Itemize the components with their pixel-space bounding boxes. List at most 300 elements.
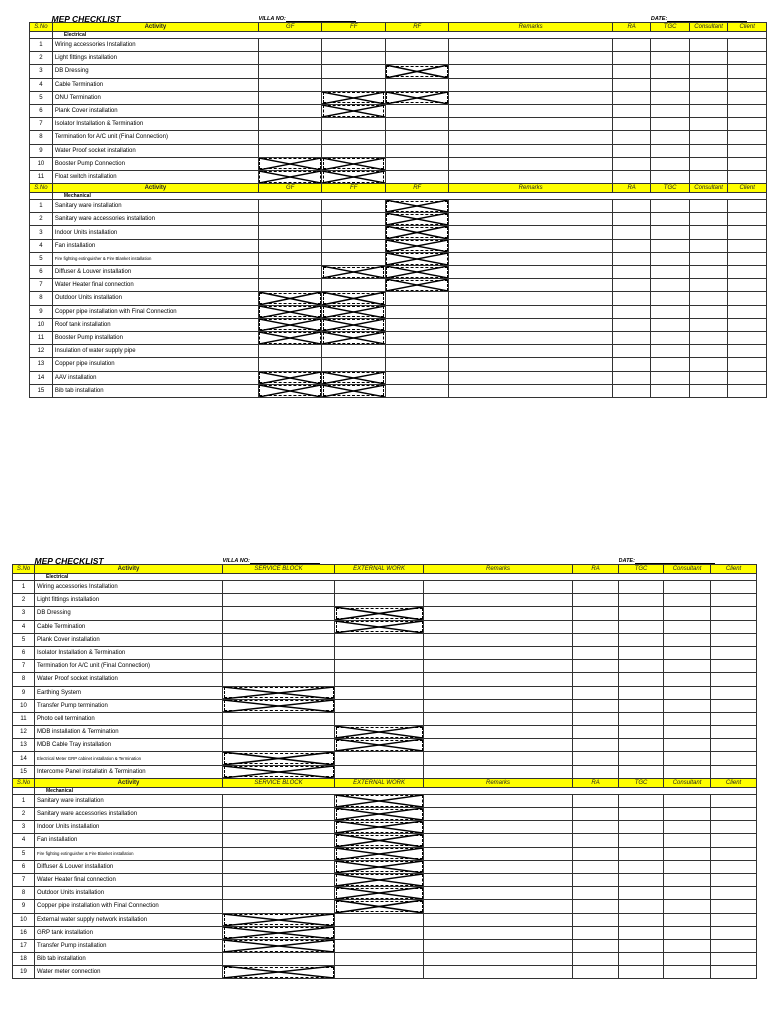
consultant-cell[interactable] — [664, 673, 711, 686]
check-cell-rf[interactable] — [385, 371, 449, 384]
ra-cell[interactable] — [612, 91, 651, 104]
tgc-cell[interactable] — [619, 712, 664, 725]
check-cell-sb[interactable] — [223, 887, 335, 900]
check-cell-rf[interactable] — [385, 52, 449, 65]
ra-cell[interactable] — [573, 847, 619, 860]
client-cell[interactable] — [728, 52, 767, 65]
ra-cell[interactable] — [573, 686, 619, 699]
remarks-cell[interactable] — [424, 900, 573, 913]
check-cell-sb[interactable] — [223, 726, 335, 739]
consultant-cell[interactable] — [689, 371, 728, 384]
client-cell[interactable] — [711, 607, 757, 620]
tgc-cell[interactable] — [619, 633, 664, 646]
check-cell-rf[interactable] — [385, 331, 449, 344]
check-cell-rf[interactable] — [385, 170, 449, 183]
remarks-cell[interactable] — [449, 252, 612, 265]
consultant-cell[interactable] — [664, 660, 711, 673]
check-cell-gf[interactable] — [258, 200, 321, 213]
tgc-cell[interactable] — [619, 581, 664, 594]
ra-cell[interactable] — [612, 384, 651, 397]
check-cell-sb[interactable] — [223, 953, 335, 966]
ra-cell[interactable] — [612, 371, 651, 384]
tgc-cell[interactable] — [651, 131, 690, 144]
tgc-cell[interactable] — [651, 305, 690, 318]
client-cell[interactable] — [711, 887, 757, 900]
consultant-cell[interactable] — [664, 900, 711, 913]
consultant-cell[interactable] — [664, 860, 711, 873]
tgc-cell[interactable] — [651, 52, 690, 65]
check-cell-ff[interactable] — [322, 144, 385, 157]
remarks-cell[interactable] — [424, 633, 573, 646]
client-cell[interactable] — [711, 860, 757, 873]
ra-cell[interactable] — [573, 953, 619, 966]
tgc-cell[interactable] — [619, 699, 664, 712]
tgc-cell[interactable] — [619, 620, 664, 633]
client-cell[interactable] — [711, 765, 757, 778]
client-cell[interactable] — [728, 331, 767, 344]
remarks-cell[interactable] — [449, 384, 612, 397]
tgc-cell[interactable] — [651, 91, 690, 104]
tgc-cell[interactable] — [619, 834, 664, 847]
ra-cell[interactable] — [612, 118, 651, 131]
remarks-cell[interactable] — [449, 131, 612, 144]
consultant-cell[interactable] — [689, 384, 728, 397]
tgc-cell[interactable] — [651, 384, 690, 397]
check-cell-ff[interactable] — [322, 131, 385, 144]
client-cell[interactable] — [728, 78, 767, 91]
check-cell-ff[interactable] — [322, 279, 385, 292]
consultant-cell[interactable] — [664, 633, 711, 646]
remarks-cell[interactable] — [449, 78, 612, 91]
remarks-cell[interactable] — [449, 305, 612, 318]
check-cell-gf[interactable] — [258, 78, 321, 91]
check-cell-rf[interactable] — [385, 157, 449, 170]
remarks-cell[interactable] — [424, 752, 573, 765]
tgc-cell[interactable] — [619, 966, 664, 979]
check-cell-rf[interactable] — [385, 358, 449, 371]
client-cell[interactable] — [711, 726, 757, 739]
ra-cell[interactable] — [573, 699, 619, 712]
check-cell-sb[interactable] — [223, 712, 335, 725]
tgc-cell[interactable] — [619, 860, 664, 873]
ra-cell[interactable] — [612, 78, 651, 91]
check-cell-sb[interactable] — [223, 821, 335, 834]
consultant-cell[interactable] — [664, 712, 711, 725]
tgc-cell[interactable] — [651, 104, 690, 117]
check-cell-ext[interactable] — [335, 673, 424, 686]
ra-cell[interactable] — [612, 239, 651, 252]
ra-cell[interactable] — [573, 939, 619, 952]
tgc-cell[interactable] — [619, 794, 664, 807]
consultant-cell[interactable] — [664, 966, 711, 979]
client-cell[interactable] — [728, 157, 767, 170]
consultant-cell[interactable] — [689, 65, 728, 78]
ra-cell[interactable] — [573, 620, 619, 633]
tgc-cell[interactable] — [619, 752, 664, 765]
client-cell[interactable] — [728, 318, 767, 331]
ra-cell[interactable] — [612, 200, 651, 213]
tgc-cell[interactable] — [651, 200, 690, 213]
consultant-cell[interactable] — [664, 939, 711, 952]
remarks-cell[interactable] — [449, 144, 612, 157]
check-cell-sb[interactable] — [223, 794, 335, 807]
client-cell[interactable] — [711, 939, 757, 952]
remarks-cell[interactable] — [449, 170, 612, 183]
client-cell[interactable] — [728, 91, 767, 104]
remarks-cell[interactable] — [424, 834, 573, 847]
remarks-cell[interactable] — [424, 966, 573, 979]
client-cell[interactable] — [711, 873, 757, 886]
client-cell[interactable] — [728, 39, 767, 52]
remarks-cell[interactable] — [424, 926, 573, 939]
check-cell-sb[interactable] — [223, 847, 335, 860]
client-cell[interactable] — [728, 65, 767, 78]
check-cell-ff[interactable] — [322, 118, 385, 131]
ra-cell[interactable] — [573, 873, 619, 886]
check-cell-ff[interactable] — [322, 39, 385, 52]
tgc-cell[interactable] — [651, 266, 690, 279]
ra-cell[interactable] — [573, 646, 619, 659]
ra-cell[interactable] — [573, 660, 619, 673]
check-cell-sb[interactable] — [223, 660, 335, 673]
check-cell-ext[interactable] — [335, 939, 424, 952]
consultant-cell[interactable] — [689, 239, 728, 252]
check-cell-sb[interactable] — [223, 646, 335, 659]
consultant-cell[interactable] — [664, 581, 711, 594]
consultant-cell[interactable] — [689, 358, 728, 371]
remarks-cell[interactable] — [449, 157, 612, 170]
ra-cell[interactable] — [573, 726, 619, 739]
check-cell-ext[interactable] — [335, 660, 424, 673]
check-cell-gf[interactable] — [258, 104, 321, 117]
consultant-cell[interactable] — [664, 607, 711, 620]
check-cell-gf[interactable] — [258, 226, 321, 239]
client-cell[interactable] — [728, 239, 767, 252]
client-cell[interactable] — [711, 660, 757, 673]
check-cell-ff[interactable] — [322, 226, 385, 239]
ra-cell[interactable] — [612, 226, 651, 239]
tgc-cell[interactable] — [651, 358, 690, 371]
client-cell[interactable] — [728, 371, 767, 384]
consultant-cell[interactable] — [664, 794, 711, 807]
check-cell-sb[interactable] — [223, 808, 335, 821]
check-cell-rf[interactable] — [385, 144, 449, 157]
tgc-cell[interactable] — [619, 594, 664, 607]
ra-cell[interactable] — [612, 131, 651, 144]
tgc-cell[interactable] — [619, 821, 664, 834]
ra-cell[interactable] — [612, 39, 651, 52]
consultant-cell[interactable] — [664, 765, 711, 778]
check-cell-gf[interactable] — [258, 65, 321, 78]
remarks-cell[interactable] — [449, 331, 612, 344]
remarks-cell[interactable] — [449, 226, 612, 239]
client-cell[interactable] — [711, 794, 757, 807]
remarks-cell[interactable] — [424, 808, 573, 821]
client-cell[interactable] — [711, 752, 757, 765]
remarks-cell[interactable] — [424, 620, 573, 633]
ra-cell[interactable] — [612, 305, 651, 318]
ra-cell[interactable] — [612, 318, 651, 331]
client-cell[interactable] — [728, 226, 767, 239]
ra-cell[interactable] — [573, 633, 619, 646]
check-cell-rf[interactable] — [385, 384, 449, 397]
remarks-cell[interactable] — [424, 913, 573, 926]
consultant-cell[interactable] — [689, 104, 728, 117]
client-cell[interactable] — [728, 170, 767, 183]
remarks-cell[interactable] — [424, 794, 573, 807]
tgc-cell[interactable] — [619, 765, 664, 778]
check-cell-ext[interactable] — [335, 913, 424, 926]
consultant-cell[interactable] — [689, 213, 728, 226]
check-cell-gf[interactable] — [258, 279, 321, 292]
remarks-cell[interactable] — [449, 279, 612, 292]
ra-cell[interactable] — [573, 821, 619, 834]
check-cell-sb[interactable] — [223, 633, 335, 646]
consultant-cell[interactable] — [689, 252, 728, 265]
consultant-cell[interactable] — [689, 292, 728, 305]
tgc-cell[interactable] — [651, 292, 690, 305]
consultant-cell[interactable] — [689, 318, 728, 331]
check-cell-rf[interactable] — [385, 118, 449, 131]
client-cell[interactable] — [711, 913, 757, 926]
check-cell-ext[interactable] — [335, 594, 424, 607]
consultant-cell[interactable] — [664, 699, 711, 712]
check-cell-gf[interactable] — [258, 213, 321, 226]
tgc-cell[interactable] — [619, 926, 664, 939]
remarks-cell[interactable] — [424, 860, 573, 873]
ra-cell[interactable] — [573, 739, 619, 752]
tgc-cell[interactable] — [619, 739, 664, 752]
remarks-cell[interactable] — [424, 821, 573, 834]
check-cell-sb[interactable] — [223, 620, 335, 633]
remarks-cell[interactable] — [424, 873, 573, 886]
client-cell[interactable] — [728, 104, 767, 117]
tgc-cell[interactable] — [619, 900, 664, 913]
check-cell-ext[interactable] — [335, 712, 424, 725]
check-cell-ff[interactable] — [322, 358, 385, 371]
check-cell-rf[interactable] — [385, 39, 449, 52]
ra-cell[interactable] — [612, 65, 651, 78]
tgc-cell[interactable] — [651, 239, 690, 252]
check-cell-rf[interactable] — [385, 292, 449, 305]
villa-no-field[interactable]: VILLA NO: — [223, 548, 424, 565]
client-cell[interactable] — [711, 966, 757, 979]
check-cell-ext[interactable] — [335, 966, 424, 979]
client-cell[interactable] — [728, 292, 767, 305]
check-cell-gf[interactable] — [258, 239, 321, 252]
consultant-cell[interactable] — [664, 953, 711, 966]
check-cell-rf[interactable] — [385, 131, 449, 144]
consultant-cell[interactable] — [689, 52, 728, 65]
remarks-cell[interactable] — [449, 65, 612, 78]
ra-cell[interactable] — [612, 279, 651, 292]
consultant-cell[interactable] — [689, 345, 728, 358]
client-cell[interactable] — [711, 953, 757, 966]
tgc-cell[interactable] — [619, 873, 664, 886]
remarks-cell[interactable] — [424, 726, 573, 739]
remarks-cell[interactable] — [449, 213, 612, 226]
check-cell-gf[interactable] — [258, 91, 321, 104]
check-cell-ff[interactable] — [322, 78, 385, 91]
tgc-cell[interactable] — [619, 913, 664, 926]
client-cell[interactable] — [711, 594, 757, 607]
consultant-cell[interactable] — [689, 331, 728, 344]
remarks-cell[interactable] — [424, 712, 573, 725]
client-cell[interactable] — [728, 252, 767, 265]
client-cell[interactable] — [711, 926, 757, 939]
tgc-cell[interactable] — [619, 607, 664, 620]
remarks-cell[interactable] — [424, 594, 573, 607]
check-cell-ext[interactable] — [335, 581, 424, 594]
ra-cell[interactable] — [573, 765, 619, 778]
tgc-cell[interactable] — [619, 726, 664, 739]
consultant-cell[interactable] — [689, 200, 728, 213]
remarks-cell[interactable] — [449, 239, 612, 252]
check-cell-ff[interactable] — [322, 65, 385, 78]
ra-cell[interactable] — [612, 292, 651, 305]
check-cell-sb[interactable] — [223, 860, 335, 873]
tgc-cell[interactable] — [651, 318, 690, 331]
consultant-cell[interactable] — [664, 594, 711, 607]
remarks-cell[interactable] — [424, 765, 573, 778]
check-cell-ext[interactable] — [335, 926, 424, 939]
ra-cell[interactable] — [612, 331, 651, 344]
tgc-cell[interactable] — [651, 279, 690, 292]
remarks-cell[interactable] — [424, 581, 573, 594]
ra-cell[interactable] — [612, 252, 651, 265]
check-cell-ext[interactable] — [335, 646, 424, 659]
check-cell-rf[interactable] — [385, 104, 449, 117]
tgc-cell[interactable] — [651, 65, 690, 78]
ra-cell[interactable] — [573, 607, 619, 620]
client-cell[interactable] — [728, 213, 767, 226]
check-cell-sb[interactable] — [223, 673, 335, 686]
tgc-cell[interactable] — [619, 673, 664, 686]
ra-cell[interactable] — [573, 752, 619, 765]
client-cell[interactable] — [711, 646, 757, 659]
consultant-cell[interactable] — [689, 39, 728, 52]
client-cell[interactable] — [711, 834, 757, 847]
tgc-cell[interactable] — [619, 953, 664, 966]
ra-cell[interactable] — [573, 966, 619, 979]
date-field[interactable]: DATE: — [619, 548, 757, 565]
consultant-cell[interactable] — [664, 913, 711, 926]
villa-no-field[interactable]: VILLA NO: — [258, 6, 448, 23]
consultant-cell[interactable] — [664, 620, 711, 633]
remarks-cell[interactable] — [424, 646, 573, 659]
client-cell[interactable] — [728, 131, 767, 144]
client-cell[interactable] — [728, 118, 767, 131]
check-cell-ff[interactable] — [322, 213, 385, 226]
remarks-cell[interactable] — [449, 318, 612, 331]
ra-cell[interactable] — [612, 213, 651, 226]
check-cell-ff[interactable] — [322, 52, 385, 65]
ra-cell[interactable] — [573, 581, 619, 594]
remarks-cell[interactable] — [424, 887, 573, 900]
remarks-cell[interactable] — [449, 292, 612, 305]
check-cell-ff[interactable] — [322, 252, 385, 265]
consultant-cell[interactable] — [664, 686, 711, 699]
check-cell-ff[interactable] — [322, 200, 385, 213]
client-cell[interactable] — [728, 345, 767, 358]
check-cell-gf[interactable] — [258, 345, 321, 358]
check-cell-gf[interactable] — [258, 358, 321, 371]
remarks-cell[interactable] — [424, 939, 573, 952]
client-cell[interactable] — [728, 358, 767, 371]
ra-cell[interactable] — [573, 887, 619, 900]
check-cell-sb[interactable] — [223, 594, 335, 607]
consultant-cell[interactable] — [689, 305, 728, 318]
consultant-cell[interactable] — [689, 91, 728, 104]
client-cell[interactable] — [711, 699, 757, 712]
remarks-cell[interactable] — [424, 673, 573, 686]
check-cell-gf[interactable] — [258, 39, 321, 52]
ra-cell[interactable] — [612, 358, 651, 371]
check-cell-ext[interactable] — [335, 633, 424, 646]
client-cell[interactable] — [728, 266, 767, 279]
client-cell[interactable] — [711, 673, 757, 686]
tgc-cell[interactable] — [651, 118, 690, 131]
tgc-cell[interactable] — [619, 660, 664, 673]
remarks-cell[interactable] — [449, 266, 612, 279]
tgc-cell[interactable] — [651, 226, 690, 239]
check-cell-ff[interactable] — [322, 345, 385, 358]
consultant-cell[interactable] — [689, 157, 728, 170]
check-cell-ext[interactable] — [335, 686, 424, 699]
client-cell[interactable] — [711, 808, 757, 821]
tgc-cell[interactable] — [651, 252, 690, 265]
tgc-cell[interactable] — [651, 213, 690, 226]
remarks-cell[interactable] — [424, 953, 573, 966]
remarks-cell[interactable] — [424, 847, 573, 860]
consultant-cell[interactable] — [664, 739, 711, 752]
remarks-cell[interactable] — [424, 686, 573, 699]
tgc-cell[interactable] — [651, 331, 690, 344]
ra-cell[interactable] — [573, 594, 619, 607]
check-cell-ext[interactable] — [335, 752, 424, 765]
tgc-cell[interactable] — [619, 847, 664, 860]
remarks-cell[interactable] — [449, 345, 612, 358]
client-cell[interactable] — [728, 384, 767, 397]
tgc-cell[interactable] — [651, 157, 690, 170]
client-cell[interactable] — [728, 279, 767, 292]
client-cell[interactable] — [711, 900, 757, 913]
consultant-cell[interactable] — [664, 821, 711, 834]
tgc-cell[interactable] — [651, 78, 690, 91]
date-field[interactable]: DATE: — [651, 6, 767, 23]
consultant-cell[interactable] — [664, 646, 711, 659]
tgc-cell[interactable] — [651, 170, 690, 183]
consultant-cell[interactable] — [689, 266, 728, 279]
tgc-cell[interactable] — [619, 646, 664, 659]
check-cell-sb[interactable] — [223, 607, 335, 620]
check-cell-rf[interactable] — [385, 305, 449, 318]
ra-cell[interactable] — [573, 673, 619, 686]
remarks-cell[interactable] — [449, 52, 612, 65]
client-cell[interactable] — [711, 712, 757, 725]
check-cell-sb[interactable] — [223, 739, 335, 752]
client-cell[interactable] — [711, 821, 757, 834]
check-cell-gf[interactable] — [258, 266, 321, 279]
check-cell-gf[interactable] — [258, 144, 321, 157]
client-cell[interactable] — [711, 739, 757, 752]
consultant-cell[interactable] — [664, 834, 711, 847]
client-cell[interactable] — [728, 200, 767, 213]
tgc-cell[interactable] — [651, 371, 690, 384]
tgc-cell[interactable] — [619, 808, 664, 821]
ra-cell[interactable] — [612, 170, 651, 183]
ra-cell[interactable] — [612, 144, 651, 157]
